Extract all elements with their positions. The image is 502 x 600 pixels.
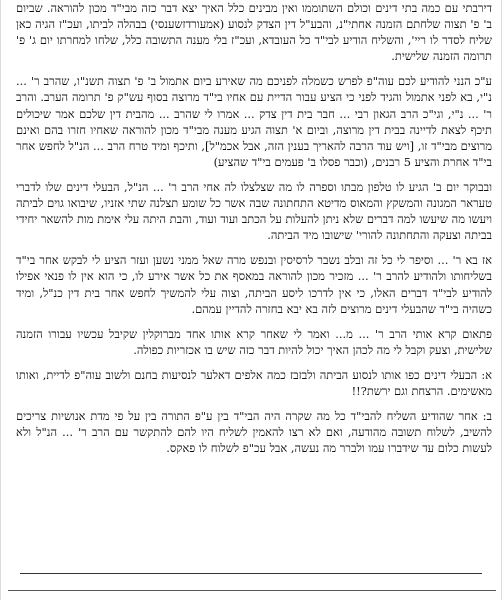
paragraph-7: ב: אחר שהודיע השליח להבי"ד כל מה שקרה היה הבי"ד בין ע"פ התורה בין על פי מדת אנושיות צריכים להשיב, לשלוח תשובה מהודעה, ואם לא רצו להאמין לשליח היו להם להתקשר עם הרב ר' ... הנ"ל ולא לעשות כלום עד שידברו עמו ולברר מה נעשה, אבל עכ"פ לשלוח לו פאקס. bbox=[16, 409, 492, 456]
paragraph-2: ע"כ הנני להודיע לכם עוה"פ לפרש כשמלה לפניכם מה שאירע ביום אתמול ב' פ' תצוה תשנ"ו, שהרב ר' ... נ"י, בא לפני אתמול והגיד לפני כי הציע עבור הדיית עם אחיו בי"ד מרוצה בסוף עש"ק פ' תרומה הערב. והרב ר' ... נ"י, וגי"כ הרב הגאון רבי ... חבר בית דין צדק ... אמרו לי שהרב ... מהבית דין שלכם אמר שיכולים תיכף לצאת לדיינה בבית דין מרוצה, וביום א' תצוה הגיע מענה מבי"ד מכון להוראה שאחיו חזרו בהם ואינם מרוצים מבי"ד זו, [ויש עוד הרבה להאריך בענין הזה, אבל אכמ"ל], ותיכף ומיד טרח הרב ... הנ"ל לחפש אחר בי"ד אחרת והציע 5 רבנים, (וכבר פסלו ב' פעמים בי"ד שהציע) bbox=[16, 74, 492, 169]
letter-body bbox=[16, 0, 492, 456]
paragraph-6: א: הבעלי דינים כפו אותו לנסוע הביתה ולבזבז כמה אלפים דאלער לנסיעות בחנם ולשוב עוה"פ לדיית, ואותו מאשימים. הרצחת וגם ירשת?!! bbox=[16, 367, 492, 398]
paragraph-5: פתאום קרא אותי הרב ר' ... מ... ואמר לי שאחר קרא אותו אחד מברוקלין שקיבל עכשיו עבורו הזמנה שלישית, וצעק וקבל לי מה לכהן האיך יכול להיות דבר כזה שיש בו אכזריות כפולה. bbox=[16, 326, 492, 357]
paragraph-1: דירבתי עם כמה בתי דינים וכולם השתוממו ואין מבינים כלל האיך יצא דבר כזה מבי"ד מכון להוראה. שביום ב' פ' תצוה שלחתם הזמנה אחתי"נ, והבע"ל דין הצדק לנסוע (אמעורדזשענסי) בבהלה לביתו, ועכ"ז הגיה כאן שליח לסדר לו ריי', והשליח הודיע לבי"ד כל העובדא, ועכ"ז בלי מענה התשובה כלל, שלחו למחרתו יום ג' פ' תרומה הזמנה שלישית. bbox=[16, 1, 492, 64]
page-left-edge bbox=[0, 0, 1, 600]
paragraph-3: ובבוקר יום ב' הגיע לו טלפון מבתו וספרה לו מה שצלצלו לה אחי הרב ר' ... הנ"ל, הבעלי דינים שלו לדברי טעראר המגונה והמשקץ והמאוס מדיטא התחתונה שבה אשר כל שומע תצלנה שתי אזניו, שיבואו גוים לביתה ויעשו מה שיעשו למה דברים שלא ניתן להעלות על הכתב ועוד ועוד, והבת היתה עלי אימת מות להשאר יחידי בביתה וצעקה והתחתונה להורי' שישובו מיד הביתה. bbox=[16, 179, 492, 243]
paragraph-4: אז בא ר' ... וסיפר לי כל זה ובלב נשבר לרסיסין ובנפש מרה שאל ממני נשען ועזר הציע לי לבקש אחר בי"ד בשליחותו ולהודיע להרב ר' ... מזכיר מכון להוראה במאסף את כל אשר אירע לו, כי הוא אין לו פנאי אפילו להודיע לבי"ד דברים האלו, כי אין לדרכו ליסע הביתה, וצוה עלי להמשיך לחפש אחר בית דין כנ"ל, ומיד כשהיה בי"ד שהבעלי דינים מרוצים לזה בא יבא בחזרה להדיין עמהם. bbox=[16, 253, 492, 316]
footer-divider bbox=[20, 573, 482, 574]
page-bottom-edge bbox=[8, 590, 496, 591]
